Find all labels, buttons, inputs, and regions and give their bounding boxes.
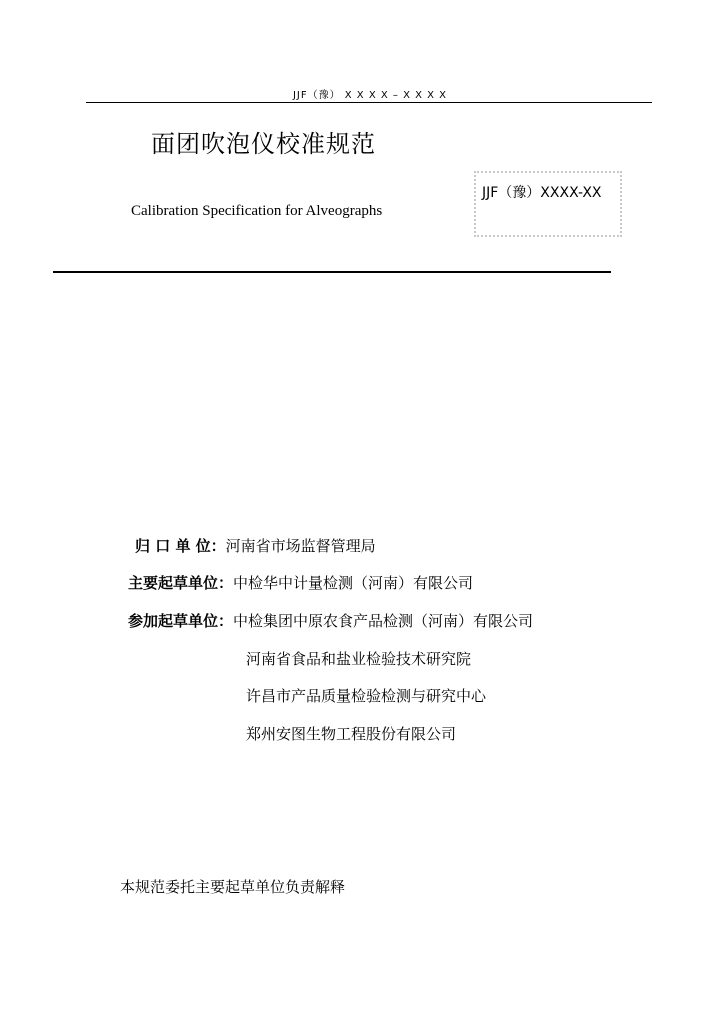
interpretation-note: 本规范委托主要起草单位负责解释	[120, 878, 346, 896]
standard-code-box	[474, 171, 622, 237]
document-title-cn: 面团吹泡仪校准规范	[151, 130, 376, 158]
participating-unit-row	[128, 610, 533, 631]
participating-unit-label: 参加起草单位：	[128, 612, 234, 630]
centralized-unit-value: 河南省市场监督管理局	[225, 537, 376, 555]
participating-unit-value: 中检集团中原农食产品检测（河南）有限公司	[233, 612, 534, 630]
main-drafting-unit-row	[128, 572, 473, 593]
standard-code-header: JJF（豫） X X X X – X X X X	[292, 90, 448, 101]
centralized-unit-row	[135, 535, 376, 556]
standard-code-box-text: JJF（豫）XXXX-XX	[482, 185, 602, 201]
document-title-en: Calibration Specification for Alveographs	[131, 203, 383, 219]
participating-unit-value: 许昌市产品质量检验检测与研究中心	[246, 687, 487, 705]
participating-unit-value: 河南省食品和盐业检验技术研究院	[246, 650, 472, 668]
centralized-unit-label: 归 口 单 位：	[135, 537, 226, 555]
participating-unit-value: 郑州安图生物工程股份有限公司	[246, 725, 457, 743]
main-drafting-unit-value: 中检华中计量检测（河南）有限公司	[233, 574, 474, 592]
header-rule	[86, 102, 652, 103]
main-drafting-unit-label: 主要起草单位：	[128, 574, 234, 592]
cover-divider	[53, 271, 611, 273]
